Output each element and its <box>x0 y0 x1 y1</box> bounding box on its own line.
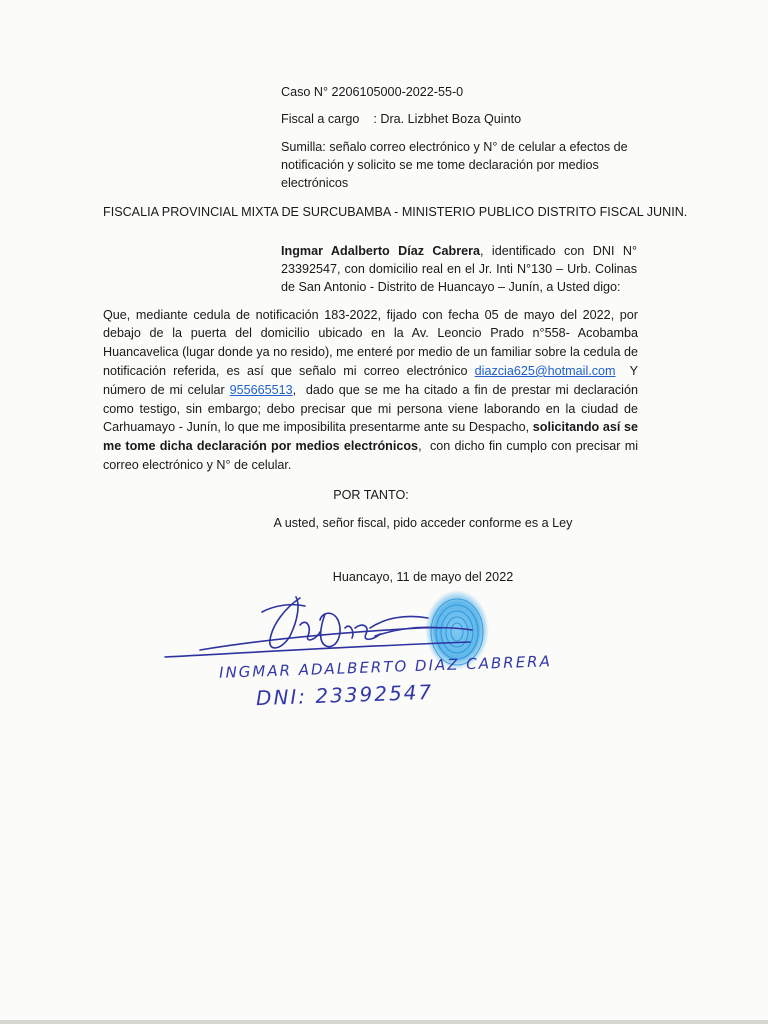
email-link[interactable]: diazcia625@hotmail.com <box>474 363 616 378</box>
handwritten-name: INGMAR ADALBERTO DIAZ CABRERA <box>218 652 553 682</box>
fiscal-in-charge: Fiscal a cargo : Dra. Lizbhet Boza Quinto <box>281 112 522 126</box>
body-text-3: , dado que se me ha citado a fin de prestar mi declaración como testigo, sin embargo; debo precisar que mi persona viene laborando en la ciudad de Carhuamayo - Junín, lo que me imposibilita presentarme ante su Despacho, <box>103 382 642 435</box>
addressee-heading: FISCALIA PROVINCIAL MIXTA DE SURCUBAMBA - MINISTERIO PUBLICO DISTRITO FISCAL JUNIN. <box>103 205 688 219</box>
petitioner-name: Ingmar Adalberto Díaz Cabrera <box>281 243 481 258</box>
por-tanto: POR TANTO: <box>333 488 409 502</box>
request-bold-text: solicitando así se me tome dicha declaración por medios electrónicos <box>103 420 638 454</box>
page-edge <box>0 1020 768 1024</box>
body-text-2: Y número de mi celular <box>103 363 642 397</box>
case-number: Caso N° 2206105000-2022-55-0 <box>281 85 464 99</box>
intro-text: , identificado con DNI N° 23392547, con domicilio real en el Jr. Inti N°130 – Urb. Colinas de San Antonio - Distrito de Huancayo – Junín, a Usted digo: <box>281 243 637 294</box>
signature-scribble <box>165 597 472 657</box>
petition-line: A usted, señor fiscal, pido acceder conforme es a Ley <box>273 516 573 530</box>
place-date: Huancayo, 11 de mayo del 2022 <box>332 570 514 584</box>
body-text-4: , con dicho fin cumplo con precisar mi correo electrónico y N° de celular. <box>103 439 642 472</box>
phone-link[interactable]: 955665513 <box>229 382 293 397</box>
body-text-1: Que, mediante cedula de notificación 183-2022, fijado con fecha 05 de mayo del 2022, por debajo de la puerta del domicilio ubicado en la Av. Leoncio Prado n°558- Acobamba Huancavelica (lugar donde ya no resido), me enteré por medio de un familiar sobre la cedula de notificación referida, es así que señalo mi correo electrónico <box>103 307 638 378</box>
handwritten-dni: DNI: 23392547 <box>255 679 434 711</box>
sumilla: Sumilla: señalo correo electrónico y N° de celular a efectos de notificación y solicito se me tome declaración por medios electrónicos <box>281 140 628 190</box>
